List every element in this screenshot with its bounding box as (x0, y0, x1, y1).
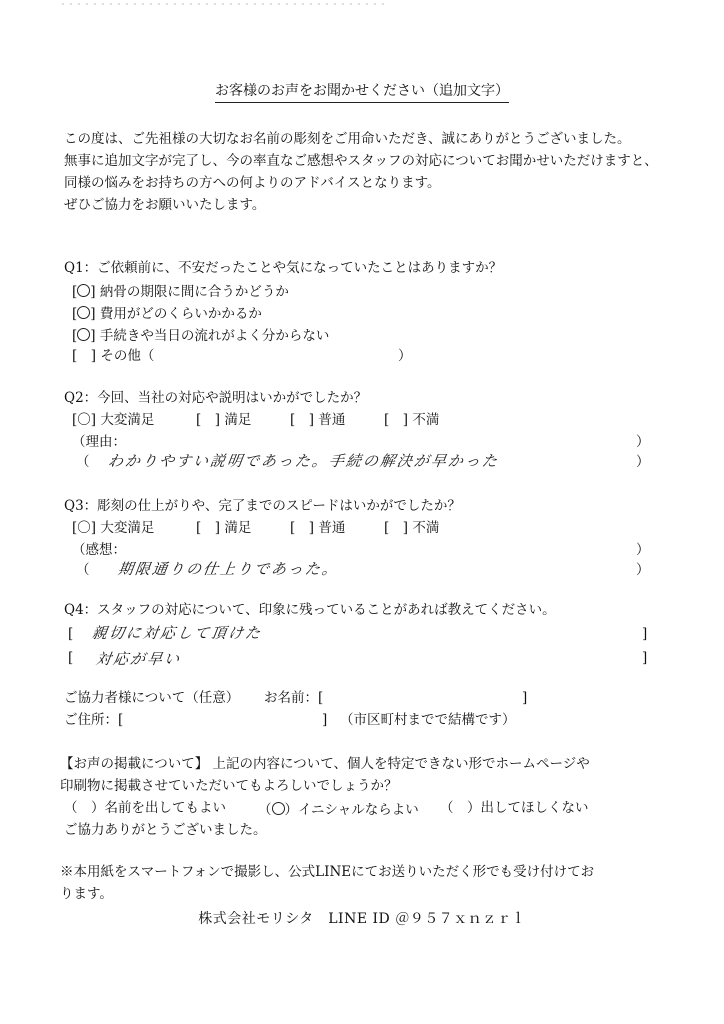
submission-note: ります。 (60, 886, 113, 902)
publication-option[interactable]: （ ）イニシャルならよい (258, 802, 419, 818)
q3-choice[interactable]: [ ] 不満 (384, 520, 440, 536)
address-field[interactable] (136, 710, 316, 730)
q2-handwritten-answer[interactable]: わかりやすい説明であった。手続の解決が早かった (106, 452, 501, 470)
selected-circle-icon (77, 306, 90, 319)
page-title: お客様のお声をお聞かせください（追加文字） (0, 84, 724, 98)
thanks-text: ご協力ありがとうございました。 (64, 822, 267, 838)
address-field-label: ご住所：[ (64, 712, 124, 728)
q3-handwritten-answer[interactable]: 期限通りの仕上りであった。 (116, 560, 341, 578)
q1-option-label: 費用がどのくらいかかるか (99, 306, 262, 322)
q2-choice[interactable]: [ ] 満足 (196, 412, 252, 428)
q2-reason-label: （理由： (72, 434, 126, 450)
q2-open-paren: （ (76, 454, 90, 470)
selected-circle-icon (77, 328, 90, 341)
q4-close-bracket: ] (642, 650, 648, 666)
q1-option[interactable]: [ ] 費用がどのくらいかかるか (72, 306, 262, 322)
q2-close-paren: ） (636, 434, 650, 450)
q2-choice[interactable]: [ ] 不満 (384, 412, 440, 428)
q3-choice[interactable]: [ ] 満足 (196, 520, 252, 536)
address-field-close: ] (322, 712, 328, 728)
publication-text: 【お声の掲載について】 上記の内容について、個人を特定できない形でホームページや (60, 756, 590, 772)
q4-handwritten-answer[interactable]: 親切に対応して頂けた (90, 624, 264, 642)
q1-option[interactable]: [ ] 手続きや当日の流れがよく分からない (72, 328, 330, 344)
q1-option[interactable]: [ ] 納骨の期限に間に合うかどうか (72, 284, 289, 300)
q3-choice[interactable]: [〇] 大変満足 (72, 520, 155, 536)
name-field-close: ] (522, 690, 528, 706)
q1-option-label: その他（ (100, 348, 155, 364)
submission-note: ※本用紙をスマートフォンで撮影し、公式LINEにてお送りいただく形でも受け付けてお (60, 864, 595, 880)
q4-open-bracket: [ (68, 626, 74, 642)
intro-paragraph: ぜひご協力をお願いいたします。 (64, 197, 266, 213)
name-field[interactable] (348, 688, 516, 708)
publication-text: 印刷物に掲載させていただいてもよろしいでしょうか？ (60, 778, 398, 794)
q3-close-paren: ） (636, 562, 650, 578)
q1-option-label: 納骨の期限に間に合うかどうか (99, 284, 289, 300)
q3-question: Q3：彫刻の仕上がりや、完了までのスピードはいかがでしたか？ (64, 498, 461, 514)
selected-circle-icon (77, 284, 90, 297)
q2-question: Q2：今回、当社の対応や説明はいかがでしたか？ (64, 390, 368, 406)
q2-close-paren: ） (636, 454, 650, 470)
scan-noise (0, 0, 724, 10)
q1-option-label: 手続きや当日の流れがよく分からない (99, 328, 330, 344)
q3-choice[interactable]: [ ] 普通 (290, 520, 346, 536)
publication-option[interactable]: （ ）名前を出してもよい (64, 800, 226, 816)
q4-question: Q4：スタッフの対応について、印象に残っていることがあれば教えてください。 (64, 602, 556, 618)
intro-paragraph: この度は、ご先祖様の大切なお名前の彫刻をご用命いただき、誠にありがとうございました。 (64, 131, 631, 147)
q2-choice[interactable]: [ ] 普通 (290, 412, 346, 428)
q1-question: Q1：ご依頼前に、不安だったことや気になっていたことはありますか？ (64, 260, 503, 276)
address-note: （市区町村までで結構です） (340, 712, 516, 728)
q3-impression-label: （感想： (72, 542, 126, 558)
q4-open-bracket: [ (68, 650, 74, 666)
q4-close-bracket: ] (642, 626, 648, 642)
company-line-id: 株式会社モリシタ LINE ID ＠９５７ｘｎｚｒｌ (198, 911, 526, 927)
q4-handwritten-answer[interactable]: 対応が早い (94, 650, 183, 668)
q2-choice[interactable]: [〇] 大変満足 (72, 412, 155, 428)
name-field-label: お名前：[ (264, 690, 324, 706)
q3-close-paren: ） (636, 542, 650, 558)
publication-option[interactable]: （ ）出してほしくない (440, 800, 589, 816)
q1-option[interactable]: [ ] その他（ (72, 348, 155, 364)
intro-paragraph: 無事に追加文字が完了し、今の率直なご感想やスタッフの対応についてお聞かせいただけますと、同様の悩みをお持ちの方への何よりのアドバイスとなります。 (64, 153, 658, 191)
intro-text (64, 128, 664, 216)
q1-other-close: ） (398, 348, 412, 364)
q3-open-paren: （ (76, 562, 90, 578)
selected-circle-icon (272, 802, 285, 815)
cooperator-heading: ご協力者様について（任意） (64, 690, 240, 706)
